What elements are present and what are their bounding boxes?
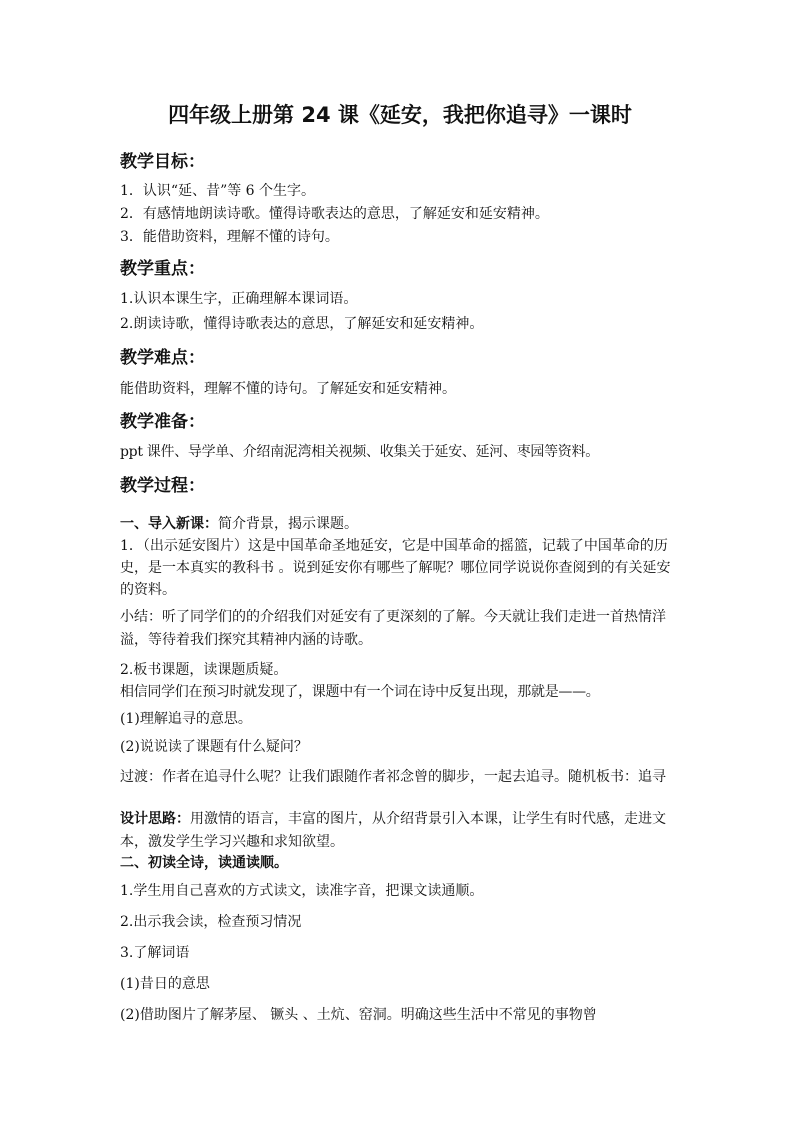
part1-question-2: (2)说说读了课题有什么疑问？	[120, 739, 308, 755]
part1-step-2: 2.板书课题，读课题质疑。	[120, 662, 288, 678]
part1-transition: 过渡：作者在追寻什么呢？让我们跟随作者祁念曾的脚步，一起去追寻。随机板书：追寻	[120, 769, 666, 785]
preparation-text: ppt 课件、导学单、介绍南泥湾相关视频、收集关于延安、延河、枣园等资料。	[120, 444, 599, 460]
part2-step-3a: (1)昔日的意思	[120, 976, 210, 992]
objectives-heading: 教学目标：	[120, 152, 205, 172]
objective-item: 1．认识“延、昔”等 6 个生字。	[120, 183, 316, 199]
part1-label: 一、导入新课：	[120, 516, 218, 532]
page-title: 四年级上册第 24 课《延安，我把你追寻》一课时	[168, 103, 632, 127]
objective-item: 3．能借助资料，理解不懂的诗句。	[120, 229, 339, 245]
preparation-heading: 教学准备：	[120, 412, 205, 432]
part2-step-3: 3.了解词语	[120, 945, 190, 961]
part1-paragraph-1: 1．（出示延安图片）这是中国革命圣地延安，它是中国革命的摇篮，记载了中国革命的历史，是一本真实的教科书 。说到延安你有哪些了解呢？哪位同学说说你查阅到的有关延安的资料。	[120, 538, 671, 598]
design-label: 设计思路：	[120, 811, 190, 827]
design-text: 用激情的语言，丰富的图片，从介绍背景引入本课，让学生有时代感，走进文本，激发学生学习兴趣和求知欲望。	[120, 811, 666, 850]
part1-summary: 小结：听了同学们的的介绍我们对延安有了更深刻的了解。今天就让我们走进一首热情洋溢，等待着我们探究其精神内涵的诗歌。	[120, 609, 666, 648]
process-heading: 教学过程：	[120, 476, 205, 496]
objective-item: 2．有感情地朗读诗歌。懂得诗歌表达的意思，了解延安和延安精神。	[120, 206, 549, 222]
difficulties-heading: 教学难点：	[120, 348, 205, 368]
part2-step-3b: (2)借助图片了解茅屋、 镢头 、土炕、窑洞。明确这些生活中不常见的事物曾	[120, 1007, 597, 1023]
key-point-item: 1.认识本课生字，正确理解本课词语。	[120, 291, 358, 307]
part1-text: 简介背景，揭示课题。	[218, 516, 358, 532]
part2-step-1: 1.学生用自己喜欢的方式读文，读准字音，把课文读通顺。	[120, 883, 484, 899]
part2-step-2: 2.出示我会读，检查预习情况	[120, 914, 302, 930]
difficulties-text: 能借助资料，理解不懂的诗句。了解延安和延安精神。	[120, 381, 456, 397]
part1-step-2-detail: 相信同学们在预习时就发现了，课题中有一个词在诗中反复出现，那就是——。	[120, 684, 600, 700]
key-points-heading: 教学重点：	[120, 259, 205, 279]
part1-design-note	[120, 808, 682, 854]
part1-intro	[120, 512, 682, 536]
key-point-item: 2.朗读诗歌，懂得诗歌表达的意思，了解延安和延安精神。	[120, 316, 484, 332]
part1-question-1: (1)理解追寻的意思。	[120, 711, 252, 727]
part2-heading: 二、初读全诗，读通读顺。	[120, 855, 288, 871]
